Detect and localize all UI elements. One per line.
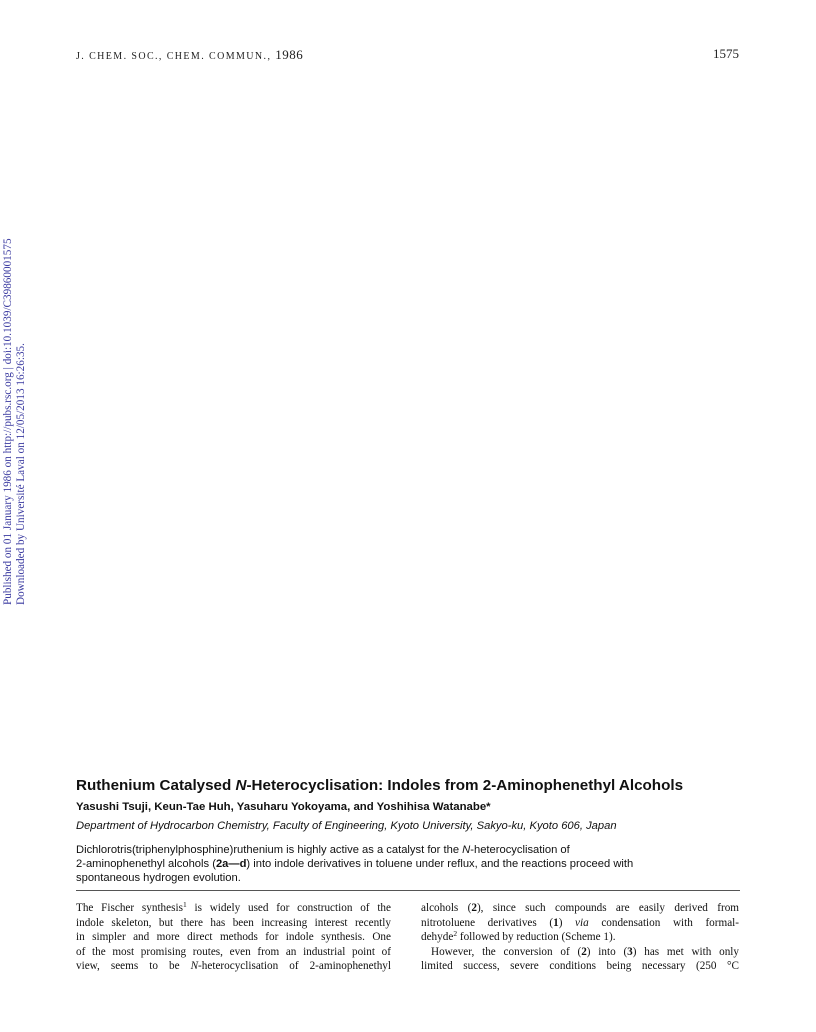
abstract-line: spontaneous hydrogen evolution. bbox=[76, 872, 241, 884]
title-italic-n: N bbox=[235, 777, 247, 794]
journal-name: J. CHEM. SOC., CHEM. COMMUN., bbox=[76, 51, 272, 62]
body-line: However, the conversion of (2) into (3) has met with only bbox=[431, 945, 739, 958]
abstract bbox=[76, 843, 746, 885]
author-list: Yasushi Tsuji, Keun-Tae Huh, Yasuharu Yokoyama, and Yoshihisa Watanabe* bbox=[76, 801, 491, 813]
body-line: nitrotoluene derivatives (1) via condensation with formal- bbox=[421, 916, 739, 929]
body-line: view, seems to be N-heterocyclisation of 2-aminophenethyl bbox=[76, 960, 391, 973]
watermark-downloaded-line: Downloaded by Université Laval on 12/05/2013 16:26:35. bbox=[15, 343, 27, 605]
title-part: Ruthenium Catalysed bbox=[76, 777, 236, 794]
body-line: of the most promising routes, even from an industrial point of bbox=[76, 945, 391, 958]
title-part: -Heterocyclisation: Indoles from 2-Aminophenethyl Alcohols bbox=[246, 777, 684, 794]
affiliation: Department of Hydrocarbon Chemistry, Faculty of Engineering, Kyoto University, Sakyo-ku, Kyoto 606, Japan bbox=[76, 820, 617, 832]
body-column-left bbox=[76, 901, 391, 974]
page-number: 1575 bbox=[713, 46, 739, 61]
body-line: indole skeleton, but there has been increasing interest recently bbox=[76, 916, 391, 929]
body-line: The Fischer synthesis$^1$ is widely used for construction of the bbox=[76, 900, 391, 914]
body-column-right bbox=[421, 901, 739, 974]
journal-year: 1986 bbox=[275, 47, 304, 62]
article-title bbox=[76, 777, 756, 794]
body-line: alcohols (2), since such compounds are easily derived from bbox=[421, 902, 739, 914]
body-line: dehyde$^2$ followed by reduction (Scheme 1). bbox=[421, 929, 616, 944]
watermark-published-line[interactable]: Published on 01 January 1986 on http://pubs.rsc.org | doi:10.1039/C39860001575 bbox=[2, 238, 14, 605]
abstract-line: Dichlorotris(triphenylphosphine)ruthenium is highly active as a catalyst for the N-heterocyclisation of bbox=[76, 844, 570, 856]
abstract-line: 2-aminophenethyl alcohols (2a—d) into indole derivatives in toluene under reflux, and the reactions proceed with bbox=[76, 858, 634, 870]
running-header bbox=[76, 47, 303, 63]
abstract-divider bbox=[76, 890, 740, 891]
download-watermark[interactable] bbox=[2, 238, 28, 605]
body-line: in simpler and more direct methods for indole synthesis. One bbox=[76, 931, 391, 944]
body-line: limited success, severe conditions being necessary (250 °C bbox=[421, 960, 739, 973]
